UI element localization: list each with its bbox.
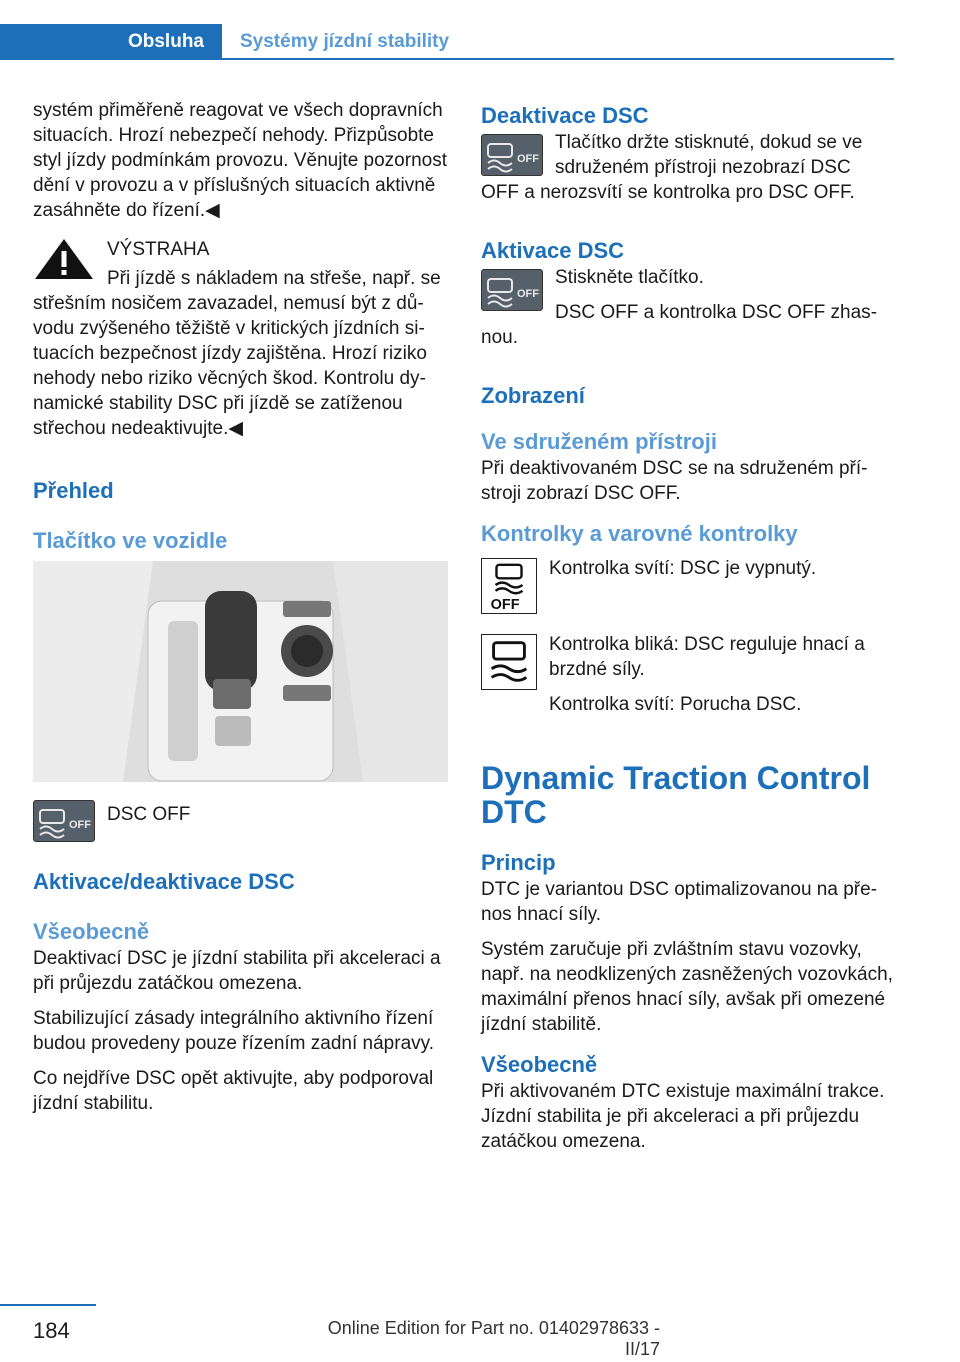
dsc-indicator-icon: [481, 634, 537, 690]
activation-row: [481, 265, 893, 360]
left-column: [33, 98, 451, 1126]
heading-activation-deactivation: Aktivace/deaktivace DSC: [33, 869, 295, 894]
console-illustration: [33, 561, 448, 782]
header-rule: [222, 58, 894, 60]
dsc-off-button-icon: [33, 800, 95, 842]
heading-display: Zobrazení: [481, 383, 585, 408]
general-paragraph-2: Stabilizující zásady integrálního aktivního řízení budou provedeny pouze řízením zadní nápravy.: [33, 1008, 435, 1054]
general-paragraph-3: Co nejdříve DSC opět aktivujte, aby podporoval jízdní stabilitu.: [33, 1068, 434, 1114]
deactivation-row: [481, 130, 893, 215]
heading-deactivation: Deaktivace DSC: [481, 103, 649, 128]
svg-text:OFF: OFF: [517, 153, 539, 165]
deactivation-text: Tlačítko držte stisknuté, dokud se ve sdruženém přístroji nezobrazí DSC OFF a nerozsvítí se kontrolka pro DSC OFF.: [481, 132, 863, 203]
heading-cluster: Ve sdruženém přístroji: [481, 429, 717, 454]
right-column: [481, 102, 893, 1164]
lamp-2-text-b: Kontrolka svítí: Porucha DSC.: [549, 694, 802, 715]
activation-step-1: Stiskněte tlačítko.: [555, 267, 704, 288]
warning-block: [33, 237, 451, 451]
heading-principle: Princip: [481, 850, 556, 875]
edition-note: Online Edition for Part no. 01402978633 - II/17: [327, 1318, 660, 1359]
page-header: [0, 24, 894, 60]
lamp-1-text: Kontrolka svítí: DSC je vypnutý.: [549, 558, 817, 579]
heading-lamps: Kontrolky a varovné kontrolky: [481, 521, 798, 546]
heading-dtc: Dynamic Traction Control DTC: [481, 760, 871, 830]
console-photo: [33, 561, 448, 782]
svg-text:OFF: OFF: [517, 288, 539, 300]
chapter-tab[interactable]: Obsluha: [0, 24, 222, 60]
svg-text:OFF: OFF: [69, 819, 91, 831]
heading-general-dtc: Všeobecně: [481, 1052, 598, 1077]
dsc-off-button-icon: [481, 134, 543, 176]
dsc-off-row: [33, 796, 451, 846]
page-number: 184: [33, 1318, 70, 1343]
section-title[interactable]: Systémy jízdní stability: [240, 31, 450, 52]
dsc-off-indicator-icon: [481, 558, 537, 614]
principle-paragraph-2: Systém zaručuje při zvláštním stavu vozovky, např. na neodklizených zasněžených vozovkách, maximální přenos hnací síly, avšak při omezené jízdní stabilitě.: [481, 939, 893, 1035]
general-paragraph-1: Deaktivací DSC je jízdní stabilita při akceleraci a při průjezdu zatáčkou omezena.: [33, 948, 441, 994]
dsc-off-button-icon: [481, 269, 543, 311]
warning-triangle-icon: [33, 237, 95, 281]
warning-title: VÝSTRAHA: [107, 239, 210, 260]
footer-rule: [0, 1304, 96, 1306]
warning-text: Při jízdě s nákladem na střeše, např. se střešním nosičem zavazadel, nemusí být z důvodu zvýšeného těžiště v kritických jízdních situacích bezpečnost jízdy zajištěna. Hrozí riziko nehody nebo riziko věcných škod. Kontrolu dynamické stability DSC při jízdě se zatíženou střechou nedeaktivujte.◀: [33, 268, 441, 439]
cluster-text: Při deaktivovaném DSC se na sdruženém přístroji zobrazí DSC OFF.: [481, 458, 868, 504]
heading-general: Všeobecně: [33, 919, 150, 944]
principle-paragraph-1: DTC je variantou DSC optimalizovanou na přenos hnací síly.: [481, 879, 878, 925]
activation-step-2: DSC OFF a kontrolka DSC OFF zhasnou.: [481, 302, 878, 348]
dsc-off-label: DSC OFF: [107, 804, 191, 825]
dtc-general-text: Při aktivovaném DTC existuje maximální trakce. Jízdní stabilita je při akceleraci a při průjezdu zatáčkou omezena.: [481, 1081, 885, 1152]
lamp-row-1: [481, 556, 893, 620]
lamp-2-text-a: Kontrolka bliká: DSC reguluje hnací a brzdné síly.: [549, 634, 865, 680]
svg-text:OFF: OFF: [490, 597, 520, 614]
lamp-row-2: [481, 632, 893, 727]
heading-activation: Aktivace DSC: [481, 238, 625, 263]
heading-overview: Přehled: [33, 478, 114, 503]
intro-paragraph: systém přiměřeně reagovat ve všech dopravních situacích. Hrozí nebezpečí nehody. Přizpůsobte styl jízdy podmínkám provozu. Věnujte pozornost dění v provozu a v příslušných situacích aktivně zasáhněte do řízení.◀: [33, 100, 447, 221]
heading-button: Tlačítko ve vozidle: [33, 528, 228, 553]
